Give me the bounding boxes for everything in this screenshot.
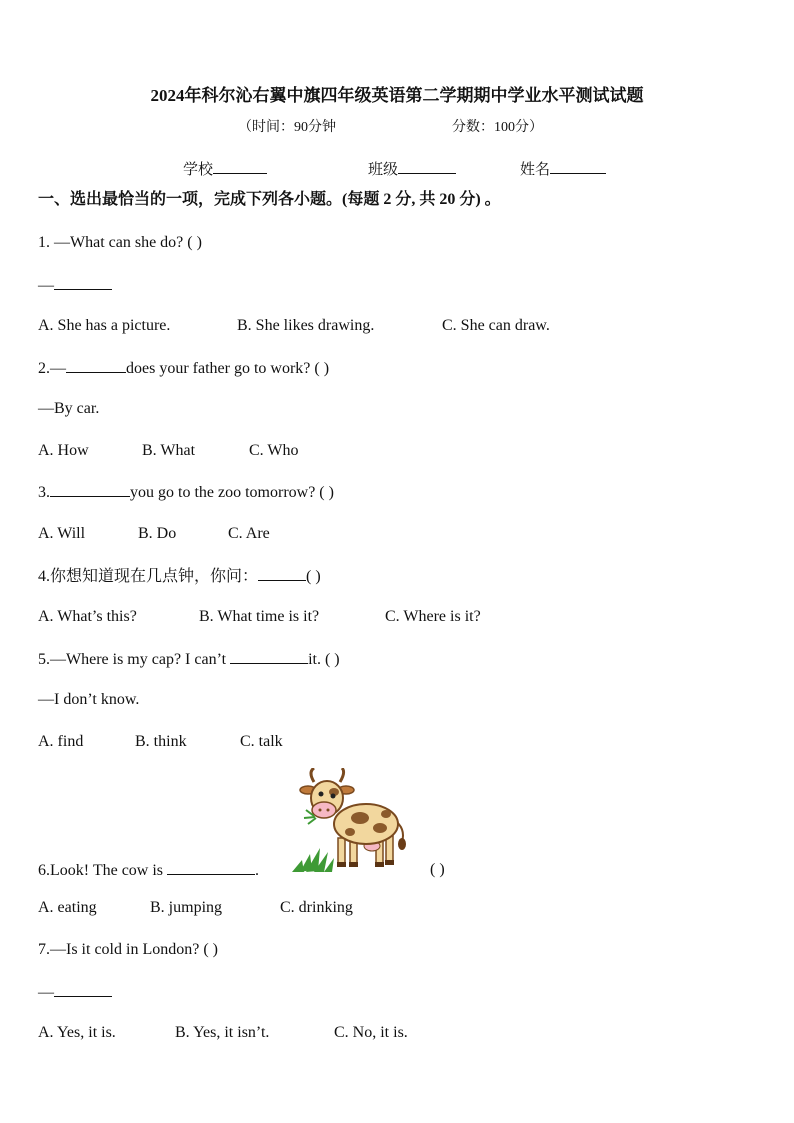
question-6-option-b[interactable]: B. jumping — [150, 899, 223, 916]
question-1-option-a[interactable]: A. She has a picture. — [38, 317, 171, 334]
question-2-option-c[interactable]: C. Who — [249, 442, 299, 459]
question-5-stem — [38, 649, 340, 670]
school-field — [183, 159, 267, 180]
question-4-text: 4.你想知道现在几点钟，你问： — [38, 568, 259, 585]
section-heading: 一、选出最恰当的一项，完成下列各小题。(每题 2 分, 共 20 分) 。 — [38, 191, 501, 208]
question-1-answer-line — [38, 275, 112, 296]
question-4-paren: ( ) — [306, 568, 321, 585]
school-blank[interactable] — [213, 159, 267, 174]
question-1-option-b[interactable]: B. She likes drawing. — [237, 317, 375, 334]
question-5-text: 5.—Where is my cap? I can’t — [38, 651, 231, 668]
name-label: 姓名 — [520, 162, 551, 178]
question-4-option-c[interactable]: C. Where is it? — [385, 608, 481, 625]
question-1-option-c[interactable]: C. She can draw. — [442, 317, 550, 334]
question-3-text: you go to the zoo tomorrow? ( ) — [130, 484, 334, 501]
cow-eating-grass-icon — [284, 768, 424, 876]
dash: — — [38, 984, 54, 1001]
exam-score: 分数：100分） — [452, 120, 543, 135]
answer-blank[interactable] — [54, 275, 112, 290]
question-6-option-a[interactable]: A. eating — [38, 899, 97, 916]
exam-time: （时间：90分钟 — [238, 120, 336, 135]
question-2-text: does your father go to work? ( ) — [126, 360, 330, 377]
question-6-paren: ( ) — [430, 861, 445, 878]
question-5-answer-line: —I don’t know. — [38, 691, 140, 708]
question-6-blank[interactable] — [167, 860, 255, 875]
question-7-option-a[interactable]: A. Yes, it is. — [38, 1024, 116, 1041]
question-7-answer-line — [38, 982, 112, 1003]
question-2-number: 2.— — [38, 360, 66, 377]
question-2-stem — [38, 358, 329, 379]
question-3-option-c[interactable]: C. Are — [228, 525, 270, 542]
question-2-option-b[interactable]: B. What — [142, 442, 196, 459]
question-7-stem: 7.—Is it cold in London? ( ) — [38, 941, 218, 958]
question-5-option-b[interactable]: B. think — [135, 733, 187, 750]
question-7-option-c[interactable]: C. No, it is. — [334, 1024, 408, 1041]
question-5-option-c[interactable]: C. talk — [240, 733, 283, 750]
question-6-text: 6.Look! The cow is — [38, 862, 168, 879]
question-6-option-c[interactable]: C. drinking — [280, 899, 353, 916]
class-label: 班级 — [368, 162, 399, 178]
class-blank[interactable] — [398, 159, 456, 174]
dash: — — [38, 277, 54, 294]
question-2-option-a[interactable]: A. How — [38, 442, 89, 459]
question-3-blank[interactable] — [50, 482, 130, 497]
question-7-option-b[interactable]: B. Yes, it isn’t. — [175, 1024, 270, 1041]
page-title: 2024年科尔沁右翼中旗四年级英语第二学期期中学业水平测试试题 — [150, 86, 644, 105]
answer-blank[interactable] — [54, 982, 112, 997]
question-4-option-b[interactable]: B. What time is it? — [199, 608, 320, 625]
question-3-number: 3. — [38, 484, 50, 501]
question-4-option-a[interactable]: A. What’s this? — [38, 608, 137, 625]
question-5-blank[interactable] — [230, 649, 308, 664]
question-5-paren: it. ( ) — [308, 651, 340, 668]
name-blank[interactable] — [550, 159, 606, 174]
question-2-answer-line: —By car. — [38, 400, 100, 417]
question-6-stem — [38, 860, 259, 881]
question-3-option-b[interactable]: B. Do — [138, 525, 177, 542]
class-field — [368, 159, 456, 180]
question-6-period: . — [255, 862, 260, 879]
question-4-stem — [38, 566, 321, 587]
question-2-blank[interactable] — [66, 358, 126, 373]
school-label: 学校 — [183, 162, 214, 178]
question-1-stem: 1. —What can she do? ( ) — [38, 234, 202, 251]
question-3-stem — [38, 482, 334, 503]
question-3-option-a[interactable]: A. Will — [38, 525, 86, 542]
question-4-blank[interactable] — [258, 566, 306, 581]
name-field — [520, 159, 606, 180]
question-5-option-a[interactable]: A. find — [38, 733, 84, 750]
